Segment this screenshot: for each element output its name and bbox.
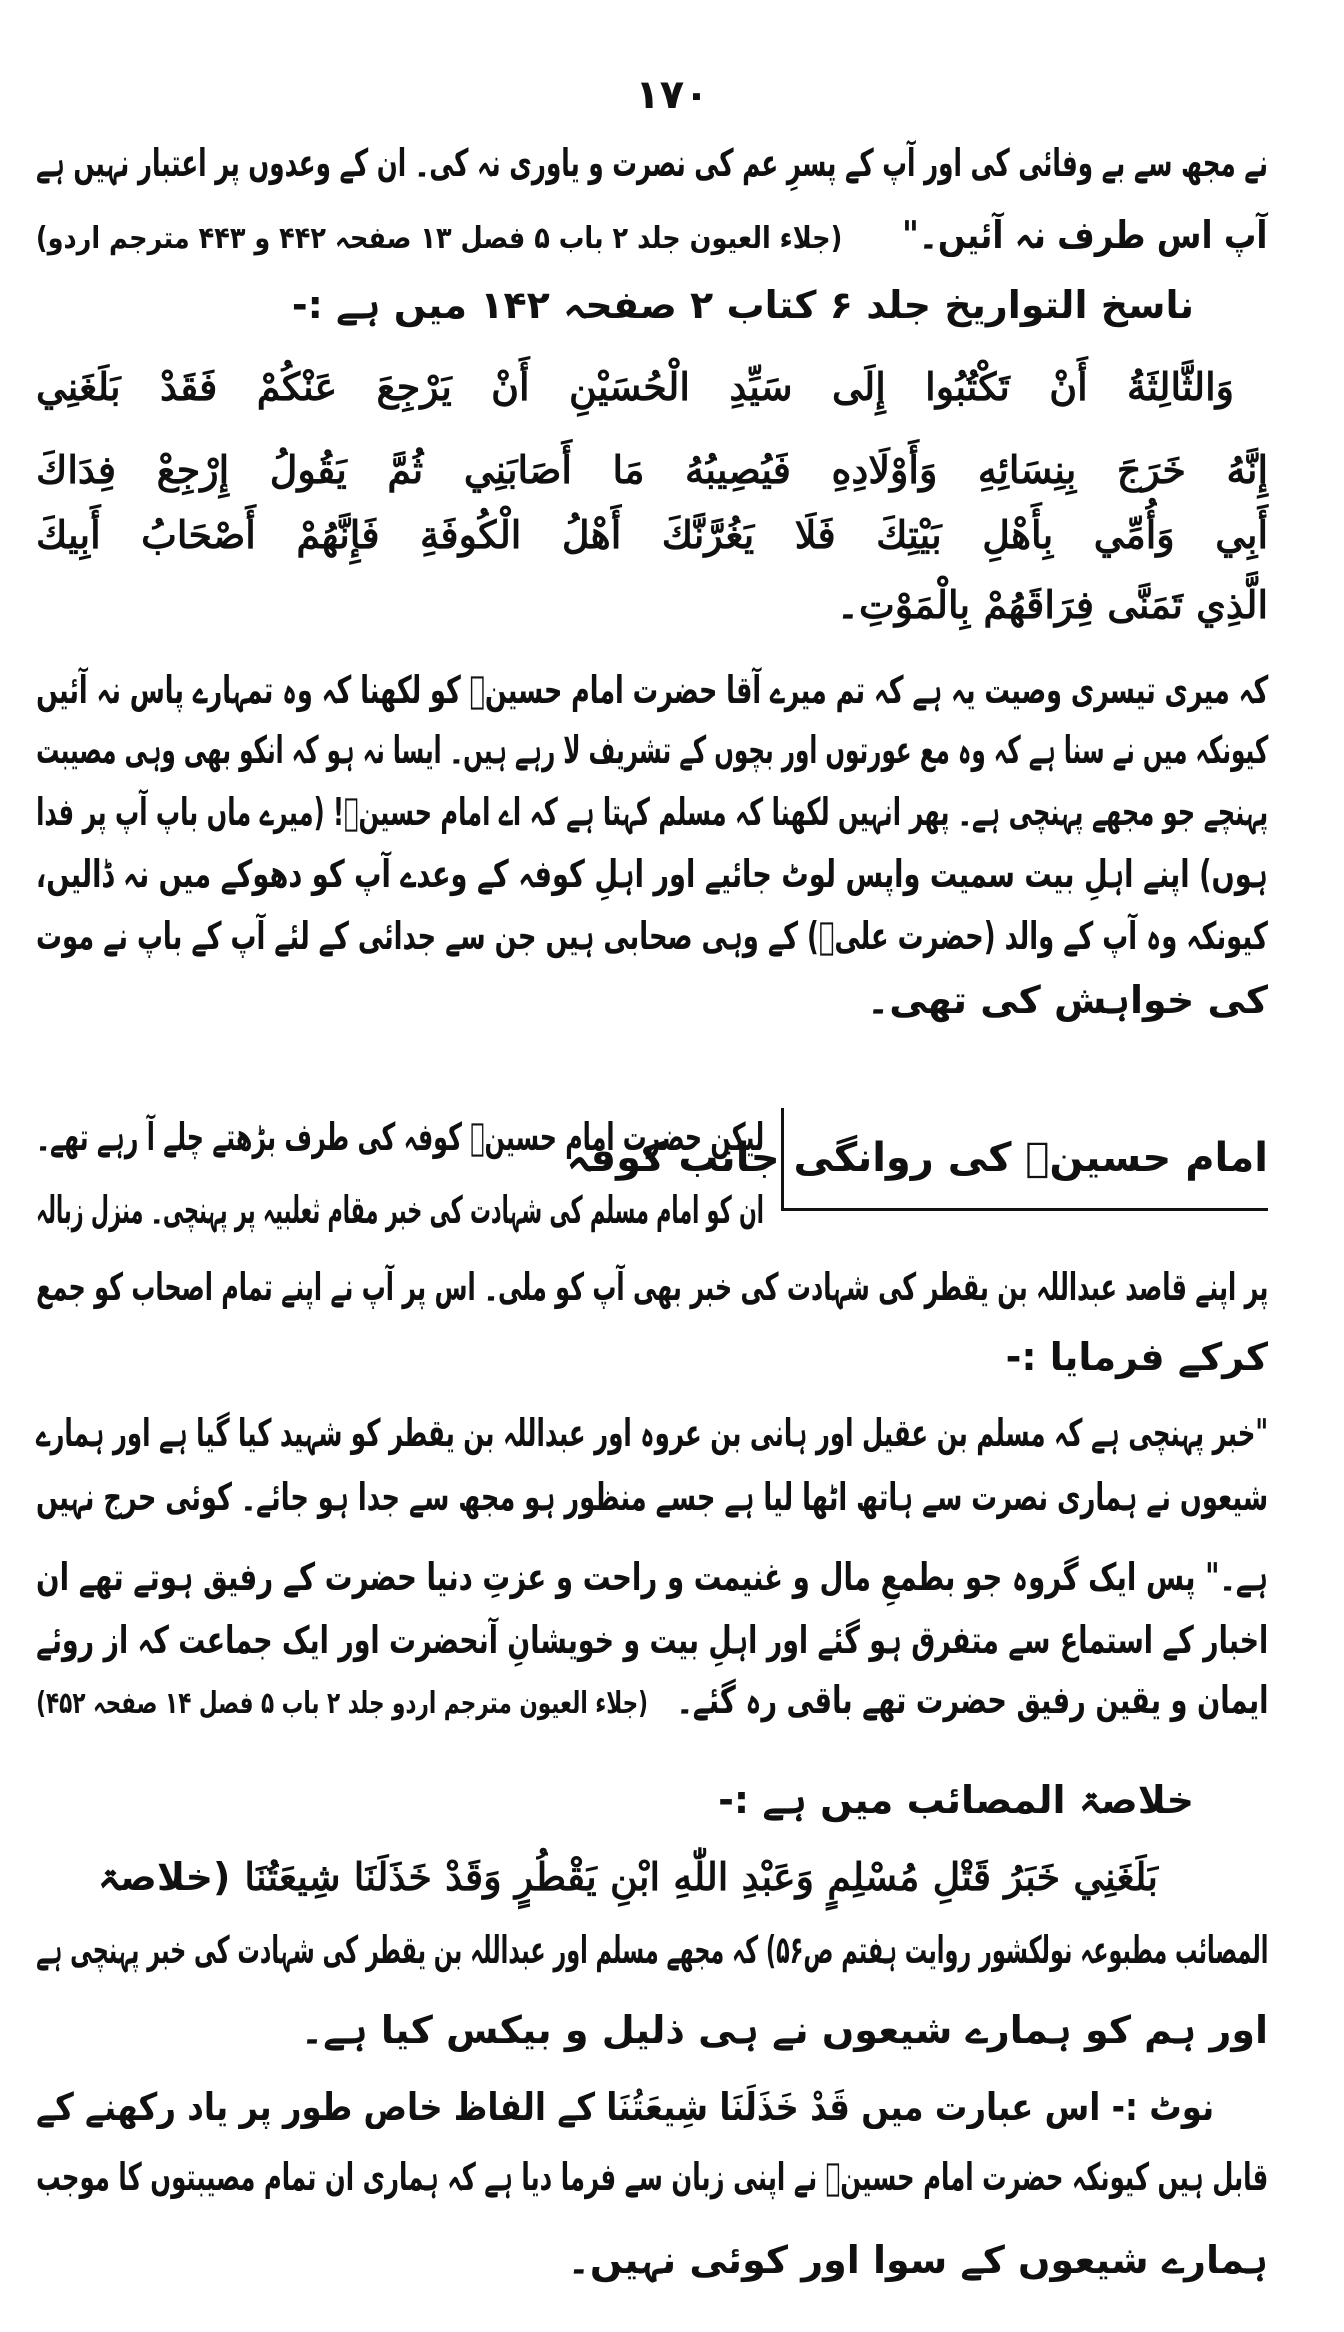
page-number: ۱۷۰: [635, 72, 709, 118]
text-line: ہے۔" پس ایک گروہ جو بطمعِ مال و غنیمت و راحت و عزتِ دنیا حضرت کے رفیق ہوتے تھے ان: [35, 1555, 1268, 1599]
citation: (جلاء العیون جلد ۲ باب ۵ فصل ۱۳ صفحہ ۴۴۲ و ۴۴۳ مترجم اردو): [36, 221, 843, 256]
arabic-line: الَّذِي تَمَنَّى فِرَاقَهُمْ بِالْمَوْتِ۔: [836, 582, 1268, 627]
text-line: لیکن حضرت امام حسینؓ کوفہ کی طرف بڑھتے چلے آ رہے تھے۔: [35, 1115, 764, 1159]
text-line: کہ میری تیسری وصیت یہ ہے کہ تم میرے آقا حضرت امام حسینؓ کو لکھنا کہ وہ تمہارے پاس نہ آئیں: [35, 668, 1268, 712]
text-line: پہنچے جو مجھے پہنچی ہے۔ پھر انہیں لکھنا کہ مسلم کہتا ہے کہ اے امام حسینؓ! (میرے ماں باپ آپ پر فدا: [35, 790, 1268, 834]
text-line: اور ہم کو ہمارے شیعوں نے ہی ذلیل و بیکس کیا ہے۔: [300, 2008, 1268, 2052]
citation: (جلاء العیون مترجم اردو جلد ۲ باب ۵ فصل ۱۴ صفحہ ۴۵۲): [35, 1686, 648, 1721]
text-line: کیونکہ وہ آپ کے والد (حضرت علیؓ) کے وہی صحابی ہیں جن سے جدائی کے لئے آپ کے باپ نے موت: [36, 914, 1268, 958]
text-line: کیونکہ میں نے سنا ہے کہ وہ مع عورتوں اور بچوں کے تشریف لا رہے ہیں۔ ایسا نہ ہو کہ انکو بھی وہی مصیبت: [35, 728, 1268, 772]
text-line: قابل ہیں کیونکہ حضرت امام حسینؓ نے اپنی زبان سے فرما دیا ہے کہ ہماری ان تمام مصیبتوں کا موجب: [35, 2155, 1268, 2199]
text-line: آپ اس طرف نہ آئیں۔"(جلاء العیون جلد ۲ باب ۵ فصل ۱۳ صفحہ ۴۴۲ و ۴۴۳ مترجم اردو): [36, 205, 1268, 265]
text-line: کرکے فرمایا :-: [1005, 1335, 1268, 1379]
arabic-line: بَلَغَنِي خَبَرُ قَتْلِ مُسْلِمٍ وَعَبْدِ اللّٰهِ ابْنِ يَقْطُرٍ وَقَدْ خَذَلَنَا شِيعَتُنَا(خلاصۃ: [97, 1854, 1158, 1899]
arabic-line: وَالثَّالِثَةُ أَنْ تَكْتُبُوا إِلَى سَيِّدِ الْحُسَيْنِ أَنْ يَرْجِعَ عَنْكُمْ فَقَدْ بَلَغَنِي: [36, 364, 1234, 409]
text-line: خلاصۃ المصائب میں ہے :-: [718, 1778, 1194, 1822]
note-line: نوٹ :- اس عبارت میں قَدْ خَذَلَنَا شِيعَتُنَا کے الفاظ خاص طور پر یاد رکھنے کے: [35, 2085, 1214, 2129]
text-line: ہوں) اپنے اہلِ بیت سمیت واپس لوٹ جائیے اور اہلِ کوفہ کے وعدے آپ کو دھوکے میں نہ ڈالیں،: [36, 852, 1268, 896]
section-heading: امام حسینؓ کی روانگی جانب کوفہ: [781, 1108, 1268, 1211]
text-line: "خبر پہنچی ہے کہ مسلم بن عقیل اور ہانی بن عروہ اور عبداللہ بن یقطر کو شہید کیا گیا ہے اور ہمارے: [35, 1411, 1268, 1455]
text-line: ایمان و یقین رفیق حضرت تھے باقی رہ گئے۔(جلاء العیون مترجم اردو جلد ۲ باب ۵ فصل ۱۴ صفحہ ۴۵۲): [36, 1670, 1268, 1730]
text-line: ہمارے شیعوں کے سوا اور کوئی نہیں۔: [567, 2238, 1268, 2282]
text-line: کی خواہش کی تھی۔: [866, 978, 1268, 1022]
text-line: ناسخ التواریخ جلد ۶ کتاب ۲ صفحہ ۱۴۲ میں ہے :-: [291, 283, 1194, 327]
text-line: ان کو امام مسلم کی شہادت کی خبر مقام ثعلبیہ پر پہنچی۔ منزل زبالہ: [36, 1188, 764, 1232]
arabic-line: إِنَّهُ خَرَجَ بِنِسَائِهِ وَأَوْلَادِهِ فَيُصِيبُهُ مَا أَصَابَنِي ثُمَّ يَقُولُ إِرْجِعْ فِدَاكَ: [36, 447, 1268, 492]
text-line: شیعوں نے ہماری نصرت سے ہاتھ اٹھا لیا ہے جسے منظور ہو مجھ سے جدا ہو جائے۔ کوئی حرج نہیں: [35, 1475, 1268, 1519]
text-line: نے مجھ سے بے وفائی کی اور آپ کے پسرِ عم کی نصرت و یاوری نہ کی۔ ان کے وعدوں پر اعتبار نہیں ہے: [36, 141, 1268, 185]
text-line: پر اپنے قاصد عبداللہ بن یقطر کی شہادت کی خبر بھی آپ کو ملی۔ اس پر آپ نے اپنے تمام اصحاب کو جمع: [35, 1265, 1268, 1309]
text-line: المصائب مطبوعہ نولکشور روایت ہفتم ص۵۶) کہ مجھے مسلم اور عبداللہ بن یقطر کی شہادت کی خبر پہنچی ہے: [35, 1928, 1268, 1972]
arabic-line: أَبِي وَأُمِّي بِأَهْلِ بَيْتِكَ فَلَا يَغُرَّنَّكَ أَهْلُ الْكُوفَةِ فَإِنَّهُمْ أَصْحَابُ أَبِيكَ: [36, 512, 1268, 557]
text-line: اخبار کے استماع سے متفرق ہو گئے اور اہلِ بیت و خویشانِ آنحضرت اور ایک جماعت کہ از روئے: [35, 1618, 1268, 1662]
